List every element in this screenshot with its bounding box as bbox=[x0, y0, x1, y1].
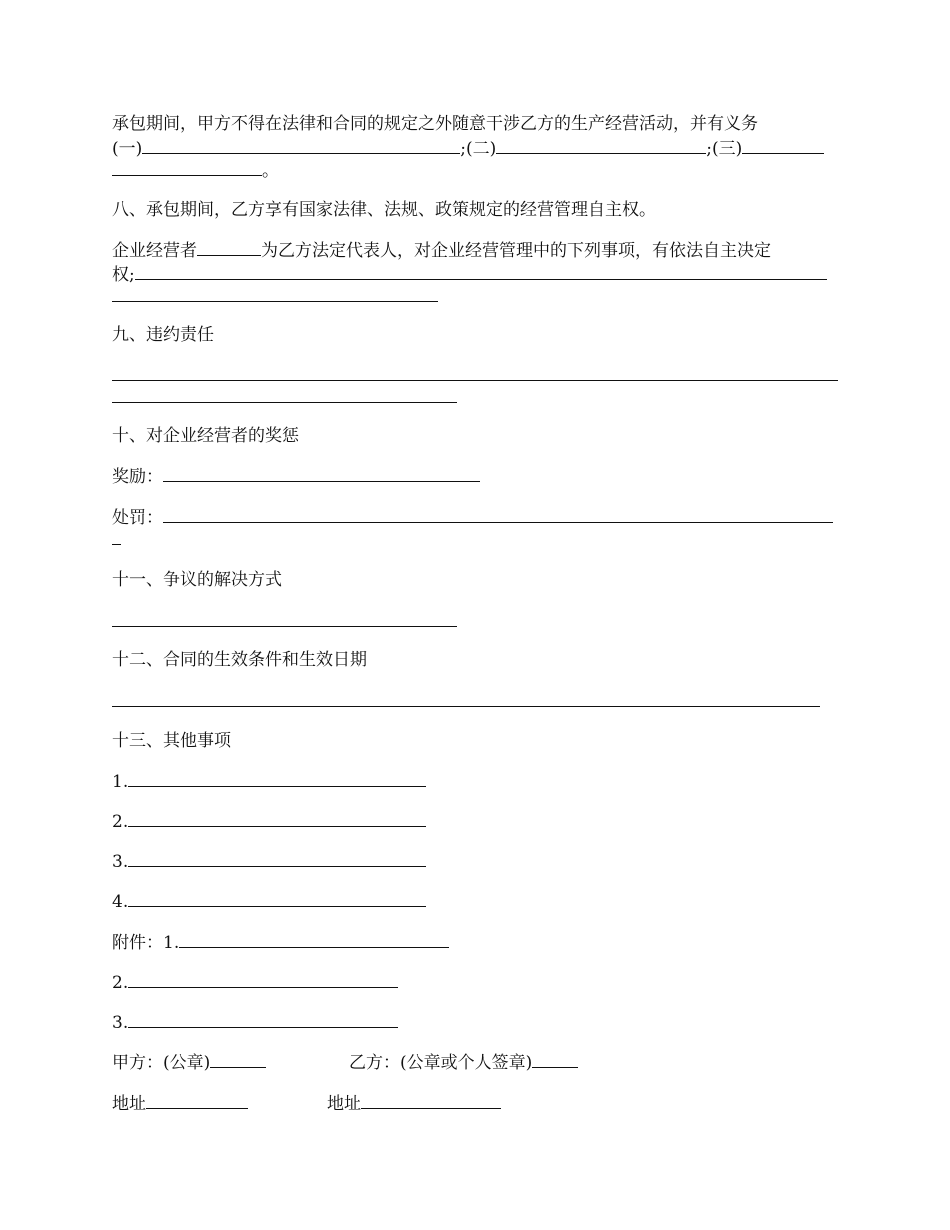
other-item-4 bbox=[112, 889, 426, 913]
attachment-label: 2. bbox=[112, 973, 129, 993]
obligation-text: 承包期间，甲方不得在法律和合同的规定之外随意干涉乙方的生产经营活动，并有义务 bbox=[112, 114, 758, 134]
period: 。 bbox=[262, 161, 279, 181]
operator-suffix: 为乙方法定代表人，对企业经营管理中的下列事项，有依法自主决定 bbox=[261, 241, 771, 261]
article-13 bbox=[112, 729, 231, 753]
article-10 bbox=[112, 424, 299, 448]
address-b-blank[interactable] bbox=[361, 1091, 501, 1109]
article-8 bbox=[112, 198, 656, 222]
article-10-text: 十、对企业经营者的奖惩 bbox=[112, 426, 299, 446]
article-13-text: 十三、其他事项 bbox=[112, 731, 231, 751]
other-item-blank[interactable] bbox=[128, 769, 426, 787]
party-a-seal bbox=[112, 1050, 266, 1074]
obligation-line bbox=[112, 112, 758, 136]
party-b-address bbox=[327, 1091, 501, 1115]
power-blank-cont[interactable] bbox=[112, 301, 438, 302]
attachment-blank[interactable] bbox=[179, 930, 449, 948]
party-b-seal-blank[interactable] bbox=[532, 1050, 578, 1068]
item-3-blank-cont[interactable] bbox=[112, 158, 262, 176]
operator-prefix: 企业经营者 bbox=[112, 241, 197, 261]
breach-blank-2[interactable] bbox=[112, 402, 457, 403]
address-b-label: 地址 bbox=[327, 1094, 361, 1114]
power-line bbox=[112, 262, 827, 286]
reward-blank[interactable] bbox=[163, 464, 480, 482]
penalty-blank-cont[interactable] bbox=[112, 544, 121, 545]
other-item-label: 2. bbox=[112, 812, 129, 832]
address-a-blank[interactable] bbox=[146, 1091, 248, 1109]
breach-blank-1[interactable] bbox=[112, 380, 838, 381]
item-1-blank[interactable] bbox=[142, 136, 460, 154]
other-item-blank[interactable] bbox=[128, 849, 426, 867]
attachment-3 bbox=[112, 1010, 398, 1034]
penalty-label: 处罚： bbox=[112, 508, 163, 528]
attachment-1 bbox=[112, 930, 449, 954]
attachment-blank[interactable] bbox=[128, 1010, 398, 1028]
power-prefix: 权; bbox=[112, 265, 135, 285]
other-item-2 bbox=[112, 809, 426, 833]
party-a-address bbox=[112, 1091, 248, 1115]
party-a-label: 甲方：(公章) bbox=[112, 1053, 211, 1073]
obligation-items-line bbox=[112, 136, 824, 160]
item-1-label: (一) bbox=[112, 139, 143, 159]
obligation-end-line bbox=[112, 158, 279, 182]
other-item-label: 4. bbox=[112, 892, 129, 912]
article-8-text: 八、承包期间，乙方享有国家法律、法规、政策规定的经营管理自主权。 bbox=[112, 200, 656, 220]
article-12-text: 十二、合同的生效条件和生效日期 bbox=[112, 650, 367, 670]
other-item-1 bbox=[112, 769, 426, 793]
other-item-3 bbox=[112, 849, 426, 873]
item-2-label: ;(二) bbox=[460, 139, 497, 159]
reward-label: 奖励： bbox=[112, 467, 163, 487]
party-b-label: 乙方：(公章或个人签章) bbox=[349, 1053, 533, 1073]
attachment-label: 3. bbox=[112, 1013, 129, 1033]
other-item-label: 3. bbox=[112, 852, 129, 872]
operator-line bbox=[112, 238, 771, 262]
reward-line bbox=[112, 464, 480, 488]
article-11 bbox=[112, 568, 282, 592]
other-item-label: 1. bbox=[112, 772, 129, 792]
attachments-label: 附件：1. bbox=[112, 933, 180, 953]
attachment-2 bbox=[112, 970, 398, 994]
item-2-blank[interactable] bbox=[496, 136, 706, 154]
party-a-seal-blank[interactable] bbox=[210, 1050, 266, 1068]
operator-name-blank[interactable] bbox=[197, 238, 261, 256]
party-b-seal bbox=[349, 1050, 578, 1074]
penalty-blank[interactable] bbox=[163, 505, 833, 523]
penalty-line bbox=[112, 505, 833, 529]
dispute-blank[interactable] bbox=[112, 626, 457, 627]
article-9-text: 九、违约责任 bbox=[112, 325, 214, 345]
item-3-blank[interactable] bbox=[742, 136, 824, 154]
address-a-label: 地址 bbox=[112, 1094, 146, 1114]
other-item-blank[interactable] bbox=[128, 889, 426, 907]
effective-blank[interactable] bbox=[112, 706, 820, 707]
article-12 bbox=[112, 648, 367, 672]
attachment-blank[interactable] bbox=[128, 970, 398, 988]
article-11-text: 十一、争议的解决方式 bbox=[112, 570, 282, 590]
other-item-blank[interactable] bbox=[128, 809, 426, 827]
power-blank[interactable] bbox=[135, 262, 827, 280]
article-9 bbox=[112, 323, 214, 347]
item-3-label: ;(三) bbox=[706, 139, 743, 159]
